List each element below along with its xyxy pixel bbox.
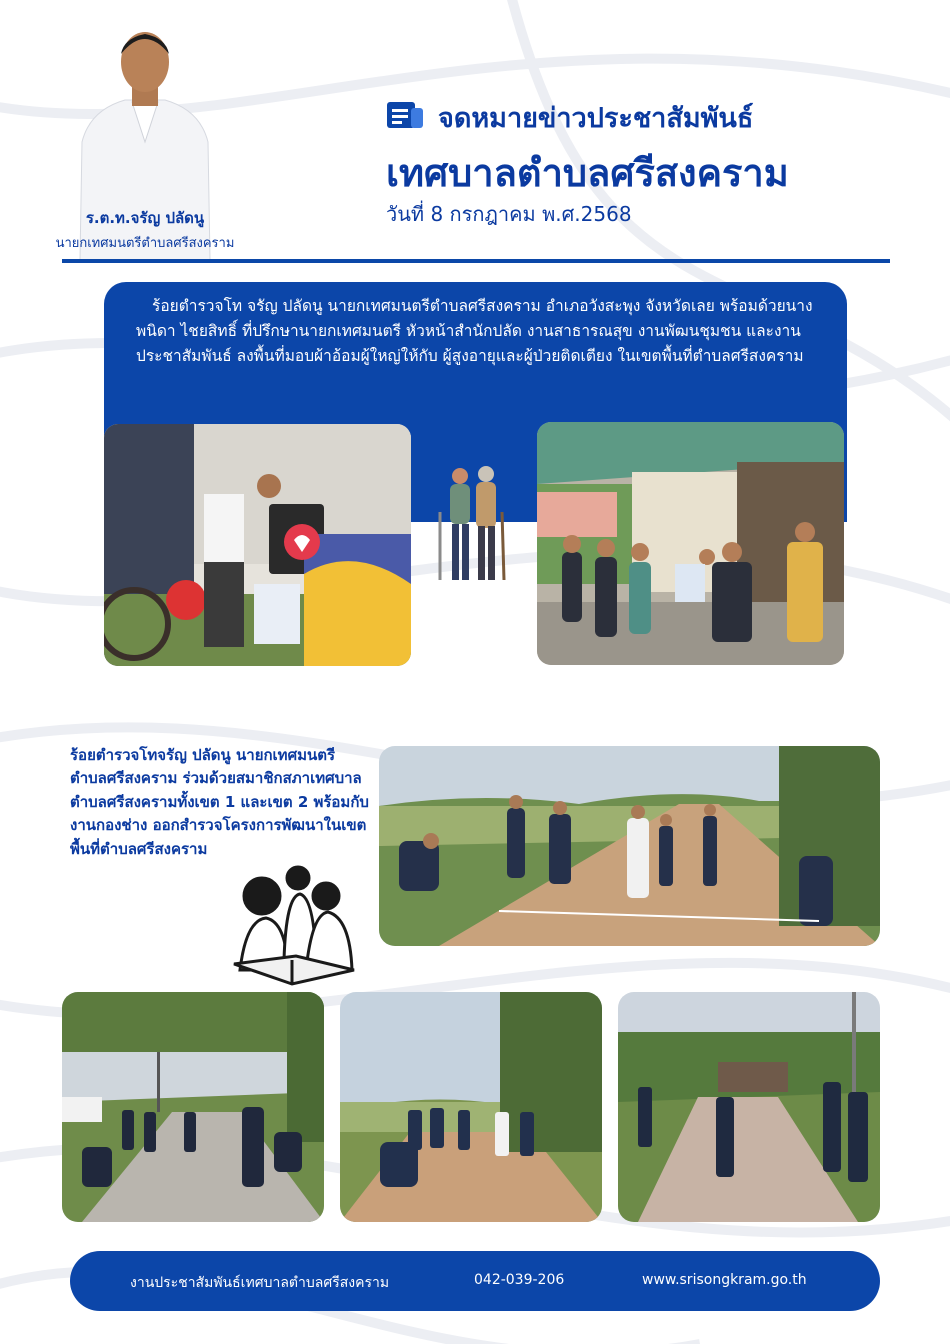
survey-paragraph: ร้อยตำรวจโทจรัญ ปลัดนู นายกเทศมนตรีตำบลศรีสงคราม ร่วมด้วยสมาชิกสภาเทศบาลตำบลศรีสงครามทั้งเขต 1 และเขต 2 พร้อมกับงานกองช่าง ออกสำรวจโครงการพัฒนาในเขตพื้นที่ตำบลศรีสงคราม (70, 746, 369, 858)
municipality-title: เทศบาลตำบลศรีสงคราม (386, 151, 789, 195)
photo-road-survey-1 (62, 992, 324, 1222)
photo-diaper-delivery-outdoor (537, 422, 844, 665)
news-paragraph-1 (136, 294, 826, 369)
mayor-role: นายกเทศมนตรีตำบลศรีสงคราม (55, 236, 235, 251)
news-text-1: ร้อยตำรวจโท จรัญ ปลัดนู นายกเทศมนตรีตำบลศรีสงคราม อำเภอวังสะพุง จังหวัดเลย พร้อมด้วยนางพนิดา ไชยสิทธิ์ ที่ปรึกษานายกเทศมนตรี หัวหน้าสำนักปลัด งานสาธารณสุข งานพัฒนชุมชน และงานประชาสัมพันธ์ ลงพื้นที่มอบผ้าอ้อมผู้ใหญ่ให้กับ ผู้สูงอายุและผู้ป่วยติดเตียง ในเขตพื้นที่ตำบลศรีสงคราม (136, 297, 813, 365)
header-divider (62, 259, 890, 263)
photo-diaper-delivery-indoor (104, 424, 411, 666)
photo-road-survey-wide (379, 746, 880, 946)
footer-phone[interactable]: 042-039-206 (474, 1272, 565, 1288)
elderly-couple-illustration (436, 462, 508, 586)
photo-road-survey-2 (340, 992, 602, 1222)
mayor-name: ร.ต.ท.จรัญ ปลัดนู (85, 209, 205, 227)
photo-road-survey-3 (618, 992, 880, 1222)
newsletter-subtitle: จดหมายข่าวประชาสัมพันธ์ (438, 103, 754, 134)
community-people-illustration (226, 860, 360, 990)
newspaper-icon (385, 100, 425, 130)
footer-organization: งานประชาสัมพันธ์เทศบาลตำบลศรีสงคราม (130, 1275, 390, 1291)
newsletter-date: วันที่ 8 กรกฎาคม พ.ศ.2568 (386, 202, 632, 226)
footer-website-link[interactable]: www.srisongkram.go.th (642, 1272, 807, 1288)
